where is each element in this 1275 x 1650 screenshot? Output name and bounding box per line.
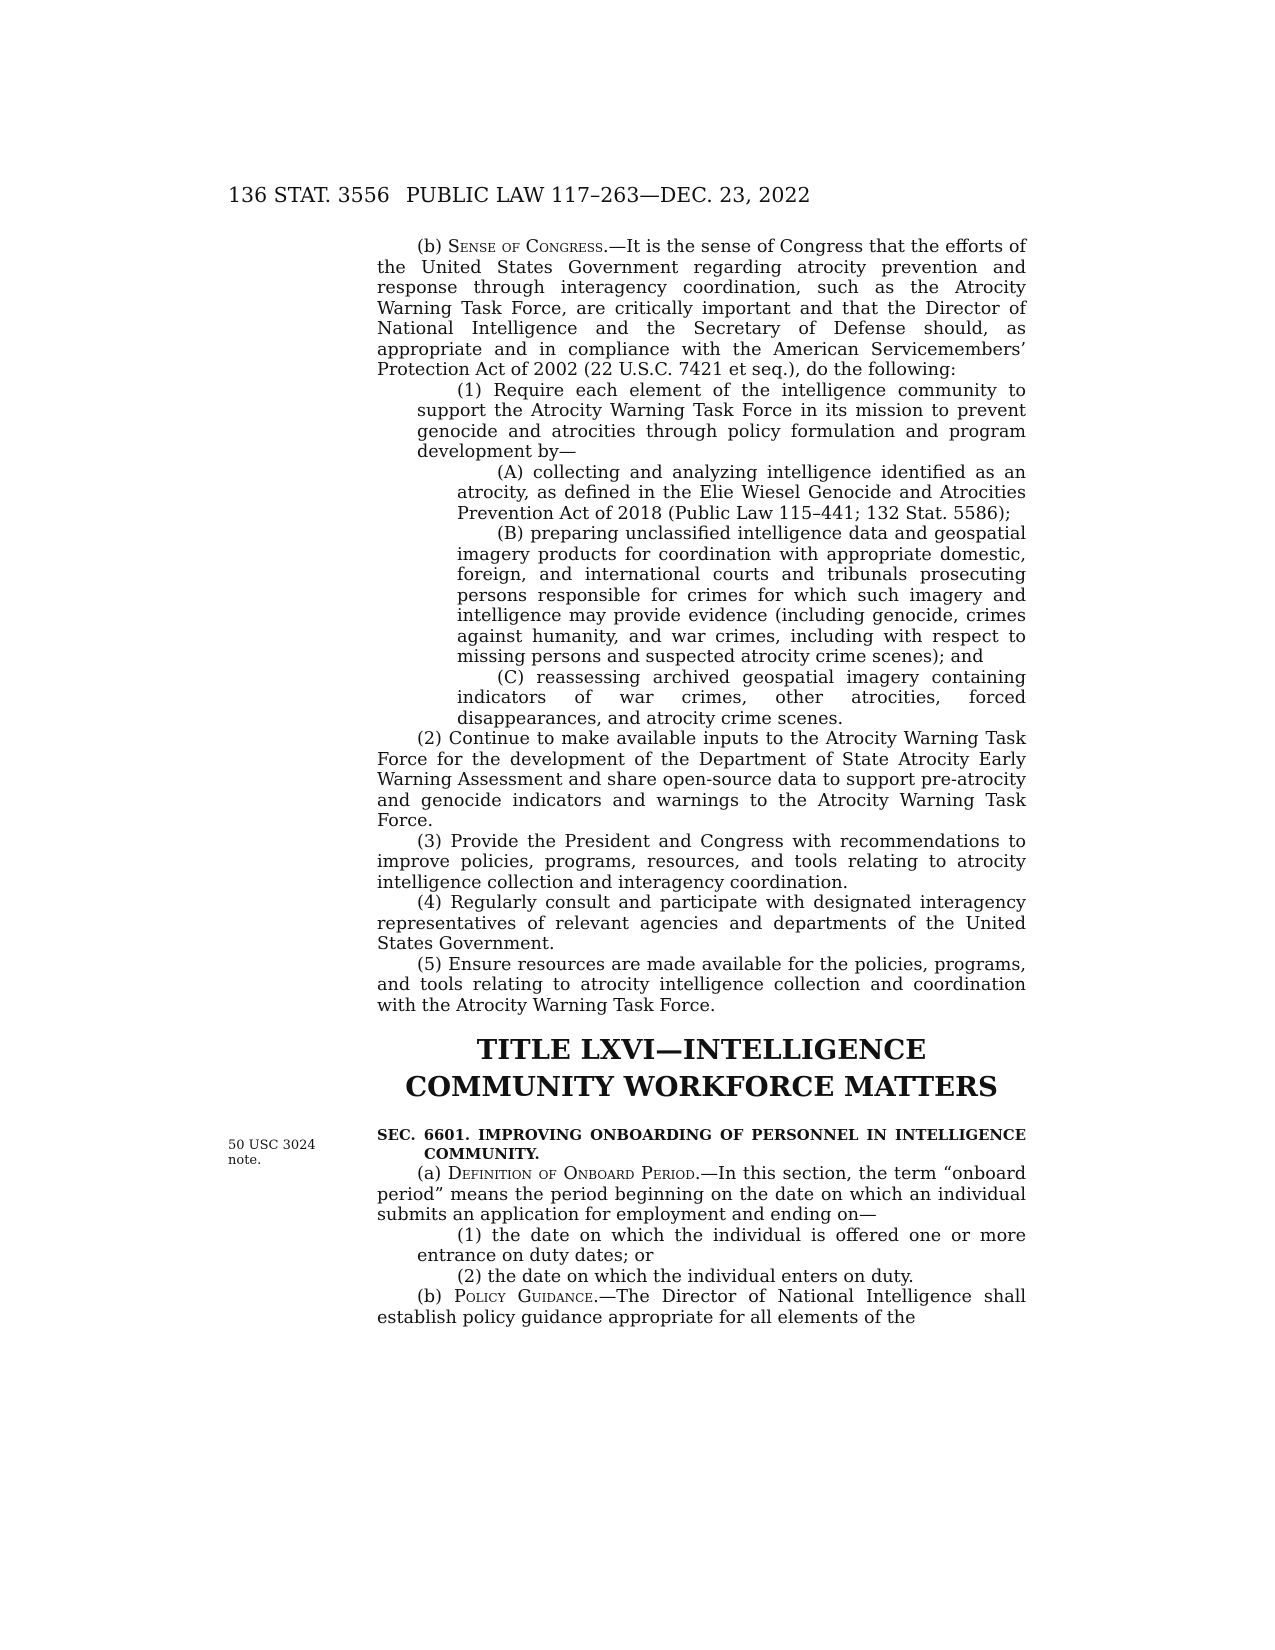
subsection-label: (b) xyxy=(417,237,448,257)
subsection-heading: Sense of Congress xyxy=(447,237,604,257)
section-a-heading: Definition of Onboard Period xyxy=(447,1164,695,1184)
law-citation: PUBLIC LAW 117–263—DEC. 23, 2022 xyxy=(406,183,811,207)
section-b-label: (b) xyxy=(417,1287,454,1307)
section-a-label: (a) xyxy=(417,1164,448,1184)
margin-note-citation: 50 USC 3024 xyxy=(228,1138,316,1153)
title-heading xyxy=(377,1032,1026,1106)
subparagraph-1c: (C) reassessing archived geospatial imagery containing indicators of war crimes, other atrocities, forced disappearances, and atrocity crime scenes. xyxy=(457,667,1026,729)
section-b-text: .—The Director of National Intelligence shall establish policy guidance appropriate for all elements of the xyxy=(377,1287,1026,1328)
section-a-item-1: (1) the date on which the individual is offered one or more entrance on duty dates; or xyxy=(417,1225,1026,1266)
subparagraph-1a: (A) collecting and analyzing intelligence identified as an atrocity, as defined in the Elie Wiesel Genocide and Atrocities Prevention Act of 2018 (Public Law 115–441; 132 Stat. 5586); xyxy=(457,462,1026,524)
margin-note xyxy=(228,1138,338,1168)
subparagraph-1b: (B) preparing unclassified intelligence data and geospatial imagery products for coordination with appropriate domestic, foreign, and international courts and tribunals prosecuting persons responsible for crimes for which such imagery and intelligence may provide evidence (including genocide, crimes against humanity, and war crimes, including with respect to missing persons and suspected atrocity crime scenes); and xyxy=(457,524,1026,667)
section-heading: SEC. 6601. IMPROVING ONBOARDING OF PERSONNEL IN INTELLIGENCE COMMUNITY. xyxy=(377,1127,1026,1163)
body-text xyxy=(377,237,1026,1328)
paragraph-3: (3) Provide the President and Congress with recommendations to improve policies, programs, resources, and tools relating to atrocity intelligence collection and interagency coordination. xyxy=(377,831,1026,893)
title-line-2: COMMUNITY WORKFORCE MATTERS xyxy=(405,1071,998,1103)
stat-page-number: 136 STAT. 3556 xyxy=(228,183,390,207)
paragraph-4: (4) Regularly consult and participate with designated interagency representatives of relevant agencies and departments of the United States Government. xyxy=(377,893,1026,954)
paragraph-5: (5) Ensure resources are made available for the policies, programs, and tools relating to atrocity intelligence collection and coordination with the Atrocity Warning Task Force. xyxy=(377,954,1026,1016)
title-line-1: TITLE LXVI—INTELLIGENCE xyxy=(476,1034,927,1066)
margin-note-suffix: note. xyxy=(228,1153,262,1168)
paragraph-1: (1) Require each element of the intelligence community to support the Atrocity Warning Task Force in its mission to prevent genocide and atrocities through policy formulation and program development by— xyxy=(417,380,1026,462)
section-b-policy-guidance xyxy=(377,1287,1026,1328)
section-a-text: .—In this section, the term “onboard period” means the period beginning on the date on which an individual submits an application for employment and ending on— xyxy=(377,1164,1026,1225)
subsection-text: .—It is the sense of Congress that the efforts of the United States Government regarding atrocity prevention and response through interagency coordination, such as the Atrocity Warning Task Force, are critically important and that the Director of National Intelligence and the Secretary of Defense should, as appropriate and in compliance with the American Servicemembers’ Protection Act of 2002 (22 U.S.C. 7421 et seq.), do the following: xyxy=(377,237,1026,380)
section-a-definition xyxy=(377,1164,1026,1226)
section-b-heading: Policy Guidance xyxy=(454,1287,594,1307)
subsection-b-sense-of-congress xyxy=(377,237,1026,381)
paragraph-2: (2) Continue to make available inputs to the Atrocity Warning Task Force for the development of the Department of State Atrocity Early Warning Assessment and share open-source data to support pre-atrocity and genocide indicators and warnings to the Atrocity Warning Task Force. xyxy=(377,729,1026,831)
section-a-item-2: (2) the date on which the individual enters on duty. xyxy=(457,1266,914,1287)
